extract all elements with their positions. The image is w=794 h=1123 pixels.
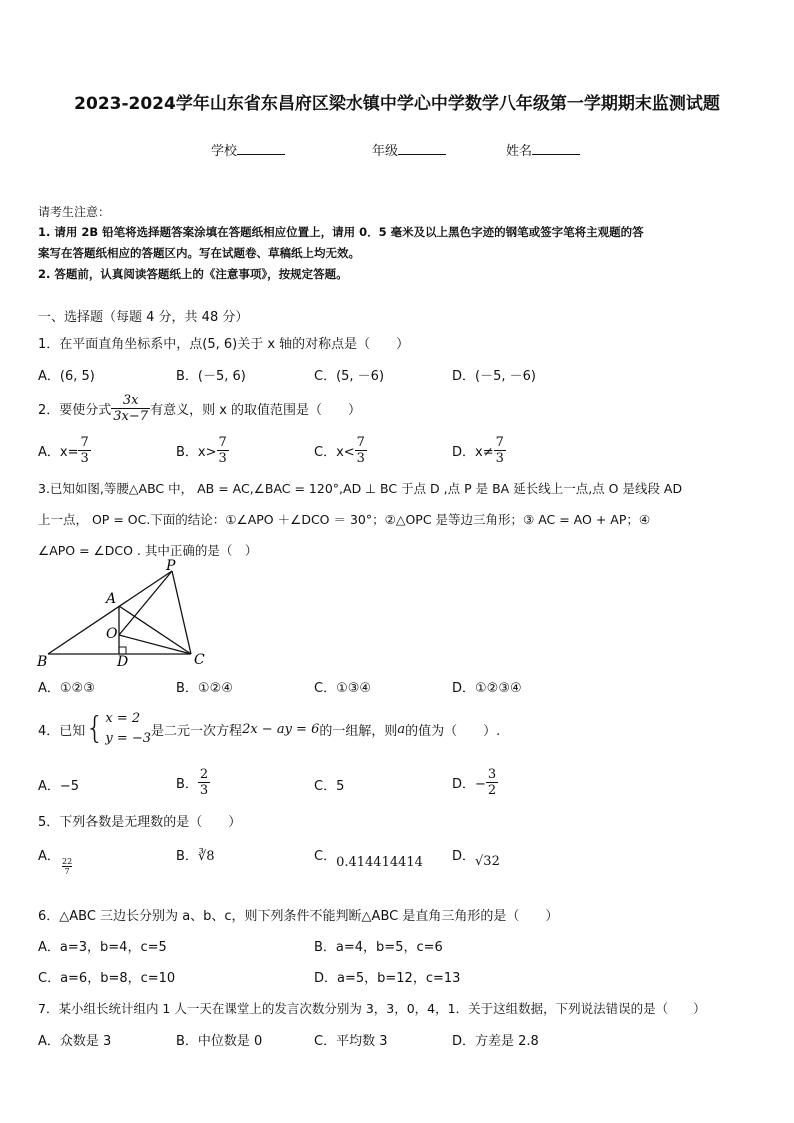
q4-option-d xyxy=(452,764,498,800)
q5-option-d-value: √32 xyxy=(475,854,500,869)
frac-den: 3 xyxy=(495,450,504,466)
q4-option-b xyxy=(176,764,210,800)
q4-eq2: y = −3 xyxy=(105,731,152,746)
label-p: P xyxy=(166,558,176,574)
frac-num: 3 xyxy=(487,766,497,782)
school-field xyxy=(211,140,285,159)
notice-item2: 2. 答题前，认真阅读答题纸上的《注意事项》，按规定答题。 xyxy=(38,267,348,281)
segment-ac xyxy=(119,606,191,654)
frac-num: 22 xyxy=(62,857,73,866)
q4-mid: 是二元一次方程 xyxy=(151,723,243,739)
q4-option-d-frac xyxy=(486,767,498,798)
q4-option-b-frac xyxy=(198,767,210,798)
q2-option-b-frac xyxy=(217,435,229,466)
q2-option-d-frac xyxy=(494,435,506,466)
q6-option-b: B．a=4，b=5，c=6 xyxy=(314,940,443,955)
label-b: B xyxy=(37,654,48,670)
notice-item1-line2: 案写在答题纸相应的答题区内。写在试题卷、草稿纸上均无效。 xyxy=(38,246,360,260)
q4-eq1: x = 2 xyxy=(105,711,141,726)
frac-num: 7 xyxy=(80,434,89,450)
q4-system xyxy=(105,709,151,749)
q1-option-d: D．(－5, －6) xyxy=(452,369,536,384)
label-d: D xyxy=(117,654,129,670)
small-frac xyxy=(62,857,72,876)
q3-line1: 3.已知如图,等腰△ABC 中， AB = AC,∠BAC = 120°,AD ⊥ BC 于点 D ,点 P 是 BA 延长线上一点,点 O 是线段 AD xyxy=(38,481,683,496)
q4-option-c: C．5 xyxy=(314,779,345,794)
q5-option-d-label: D． xyxy=(452,849,476,864)
frac-den: 3 xyxy=(199,782,209,798)
q3-option-a: A．①②③ xyxy=(38,681,95,696)
q3-option-d: D．①②③④ xyxy=(452,681,522,696)
q2-option-a xyxy=(38,432,91,468)
school-label: 学校 xyxy=(211,144,238,159)
q4-option-d-label: D．− xyxy=(452,776,486,792)
q6-option-d: D．a=5，b=12，c=13 xyxy=(314,971,461,986)
q5-stem: 5．下列各数是无理数的是（ ） xyxy=(38,815,242,830)
q2-fraction xyxy=(111,393,150,424)
frac-den: 3 xyxy=(218,450,227,466)
q6-stem: 6．△ABC 三边长分别为 a、b、c，则下列条件不能判断△ABC 是直角三角形的是（ ） xyxy=(38,909,559,924)
q2-option-b-label: B．x> xyxy=(176,444,217,460)
q3-option-c: C．①③④ xyxy=(314,681,372,696)
name-blank xyxy=(532,142,580,155)
frac-den: 3 xyxy=(356,450,365,466)
q4-stem xyxy=(38,706,500,752)
q3-line2: 上一点， OP = OC.下面的结论：①∠APO ＋∠DCO ＝ 30°；②△OPC 是等边三角形；③ AC = AO + AP；④ xyxy=(38,512,651,527)
q5-option-c-value: 0.414414414 xyxy=(336,855,423,870)
right-angle-mark xyxy=(119,647,126,654)
q7-option-b: B．中位数是 0 xyxy=(176,1034,263,1049)
frac-num: 7 xyxy=(356,434,365,450)
q5-option-a-label: A． xyxy=(38,849,60,864)
q3-figure xyxy=(30,558,220,670)
q4-post: 的一组解，则 xyxy=(319,723,398,739)
q5-option-d xyxy=(452,845,500,869)
q3-option-b: B．①②④ xyxy=(176,681,233,696)
frac-num: 7 xyxy=(218,434,227,450)
q4-option-b-label: B． xyxy=(176,776,198,792)
q5-option-c xyxy=(314,845,423,870)
q5-option-b-label: B． xyxy=(176,849,198,864)
segment-oc xyxy=(119,635,191,654)
q1-option-b: B．(－5, 6) xyxy=(176,369,246,384)
segment-op xyxy=(119,571,172,635)
q2-option-d xyxy=(452,432,506,468)
q2-frac-num: 3x xyxy=(111,393,150,409)
q2-option-c xyxy=(314,432,367,468)
q7-option-a: A．众数是 3 xyxy=(38,1034,112,1049)
q5-option-c-label: C． xyxy=(314,849,337,864)
frac-den: 7 xyxy=(64,867,70,876)
q4-end: 的值为（ ）. xyxy=(405,723,501,739)
school-blank xyxy=(237,142,285,155)
q6-option-a: A．a=3，b=4，c=5 xyxy=(38,940,167,955)
frac-num: 2 xyxy=(199,766,209,782)
section-heading: 一、选择题（每题 4 分，共 48 分） xyxy=(38,310,249,325)
name-label: 姓名 xyxy=(506,144,533,159)
q2-frac-den: 3x−7 xyxy=(113,408,149,424)
q2-stem xyxy=(38,390,361,426)
q4-var: a xyxy=(397,721,406,737)
q4-equation: 2x − ay = 6 xyxy=(242,721,320,737)
grade-label: 年级 xyxy=(372,144,399,159)
q7-stem: 7．某小组长统计组内 1 人一天在课堂上的发言次数分别为 3，3，0，4，1．关于这组数据，下列说法错误的是（ ） xyxy=(38,1001,706,1016)
q1-option-c: C．(5, －6) xyxy=(314,369,385,384)
q2-option-c-frac xyxy=(355,435,367,466)
frac-den: 2 xyxy=(487,782,497,798)
grade-blank xyxy=(398,142,446,155)
q1-option-a: A．(6, 5) xyxy=(38,369,95,384)
q2-option-a-frac xyxy=(78,435,90,466)
q2-option-d-label: D．x≠ xyxy=(452,444,494,460)
q1-stem: 1．在平面直角坐标系中，点(5, 6)关于 x 轴的对称点是（ ） xyxy=(38,337,410,352)
q4-pre: 4．已知 xyxy=(38,723,86,739)
frac-num: 7 xyxy=(495,434,504,450)
q2-stem-pre: 2．要使分式 xyxy=(38,402,112,418)
notice-heading: 请考生注意： xyxy=(38,205,111,219)
frac-den: 3 xyxy=(80,450,89,466)
q3-line3: ∠APO = ∠DCO . 其中正确的是（ ） xyxy=(38,543,258,558)
q2-stem-post: 有意义，则 x 的取值范围是（ ） xyxy=(150,402,362,418)
q5-option-a-frac xyxy=(62,857,72,876)
q6-option-c: C．a=6，b=8，c=10 xyxy=(38,971,176,986)
brace-icon: { xyxy=(85,711,105,746)
q7-option-c: C．平均数 3 xyxy=(314,1034,388,1049)
q5-option-b-value: ∛8 xyxy=(197,849,215,864)
label-c: C xyxy=(194,652,205,668)
page-title: 2023-2024学年山东省东昌府区梁水镇中学心中学数学八年级第一学期期末监测试题 xyxy=(74,94,720,114)
notice-item1-line1: 1. 请用 2B 铅笔将选择题答案涂填在答题纸相应位置上，请用 0．5 毫米及以上黑色字迹的钢笔或签字笔将主观题的答 xyxy=(38,225,644,239)
grade-field xyxy=(372,140,446,159)
q2-option-c-label: C．x< xyxy=(314,444,355,460)
label-a: A xyxy=(106,591,117,607)
q2-option-b xyxy=(176,432,229,468)
q7-option-d: D．方差是 2.8 xyxy=(452,1034,539,1049)
q2-option-a-label: A．x= xyxy=(38,444,79,460)
label-o: O xyxy=(106,626,118,642)
name-field xyxy=(506,140,580,159)
q5-option-b xyxy=(176,845,214,864)
q4-option-a: A．−5 xyxy=(38,779,80,794)
segment-pc xyxy=(172,571,191,654)
